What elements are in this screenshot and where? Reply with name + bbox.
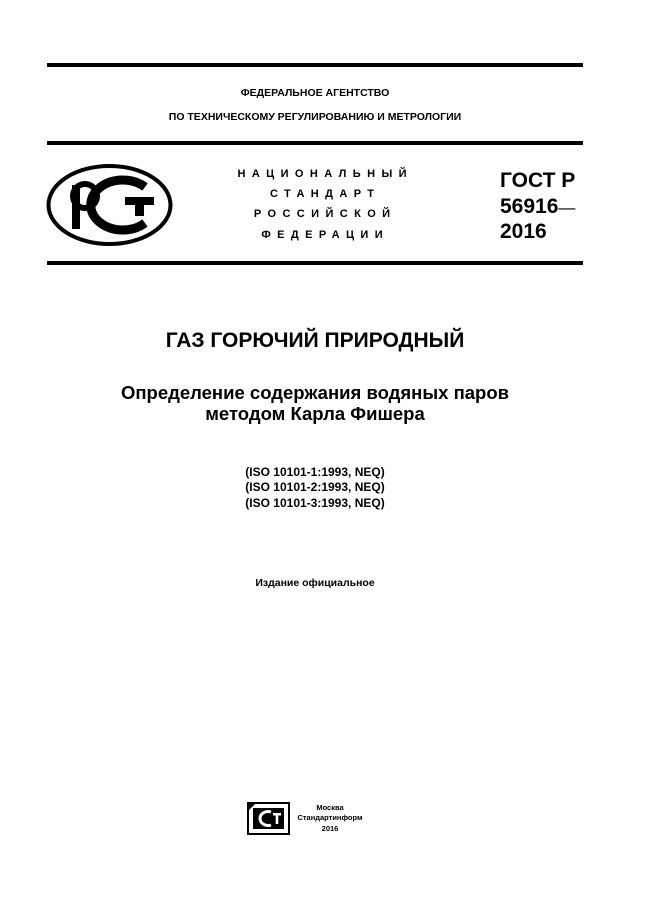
publisher-year: 2016 — [321, 824, 339, 833]
iso-reference: (ISO 10101-3:1993, NEQ) — [245, 496, 385, 510]
designation-year: 2016 — [500, 220, 547, 243]
standartinform-logo-icon — [247, 802, 290, 835]
middle-divider — [47, 141, 583, 145]
top-divider — [47, 63, 583, 67]
standard-type-line4: ФЕДЕРАЦИИ — [261, 229, 390, 241]
edition-note: Издание официальное — [255, 577, 375, 589]
standard-type-line1: НАЦИОНАЛЬНЫЙ — [237, 168, 413, 180]
document-subtitle-line1: Определение содержания водяных паров — [120, 382, 510, 403]
rst-logo-icon — [45, 163, 175, 247]
lower-divider — [47, 261, 583, 265]
standard-type-line2: СТАНДАРТ — [269, 188, 381, 200]
publisher-city: Москва — [316, 803, 344, 812]
agency-name-line1: ФЕДЕРАЛЬНОЕ АГЕНТСТВО — [240, 87, 390, 99]
designation-number-row — [500, 196, 575, 217]
standard-type-line3: РОССИЙСКОЙ — [253, 208, 397, 220]
publisher-name: Стандартинформ — [297, 813, 363, 822]
iso-reference: (ISO 10101-1:1993, NEQ) — [245, 465, 385, 479]
document-subtitle-line2: методом Карла Фишера — [205, 403, 425, 424]
agency-name-line2: ПО ТЕХНИЧЕСКОМУ РЕГУЛИРОВАНИЮ И МЕТРОЛОГИИ — [168, 111, 462, 123]
designation-dash: — — [558, 198, 576, 217]
designation-prefix: ГОСТ Р — [500, 169, 576, 192]
iso-reference: (ISO 10101-2:1993, NEQ) — [245, 480, 385, 494]
designation-number: 56916 — [500, 195, 559, 218]
document-title: ГАЗ ГОРЮЧИЙ ПРИРОДНЫЙ — [165, 329, 465, 352]
